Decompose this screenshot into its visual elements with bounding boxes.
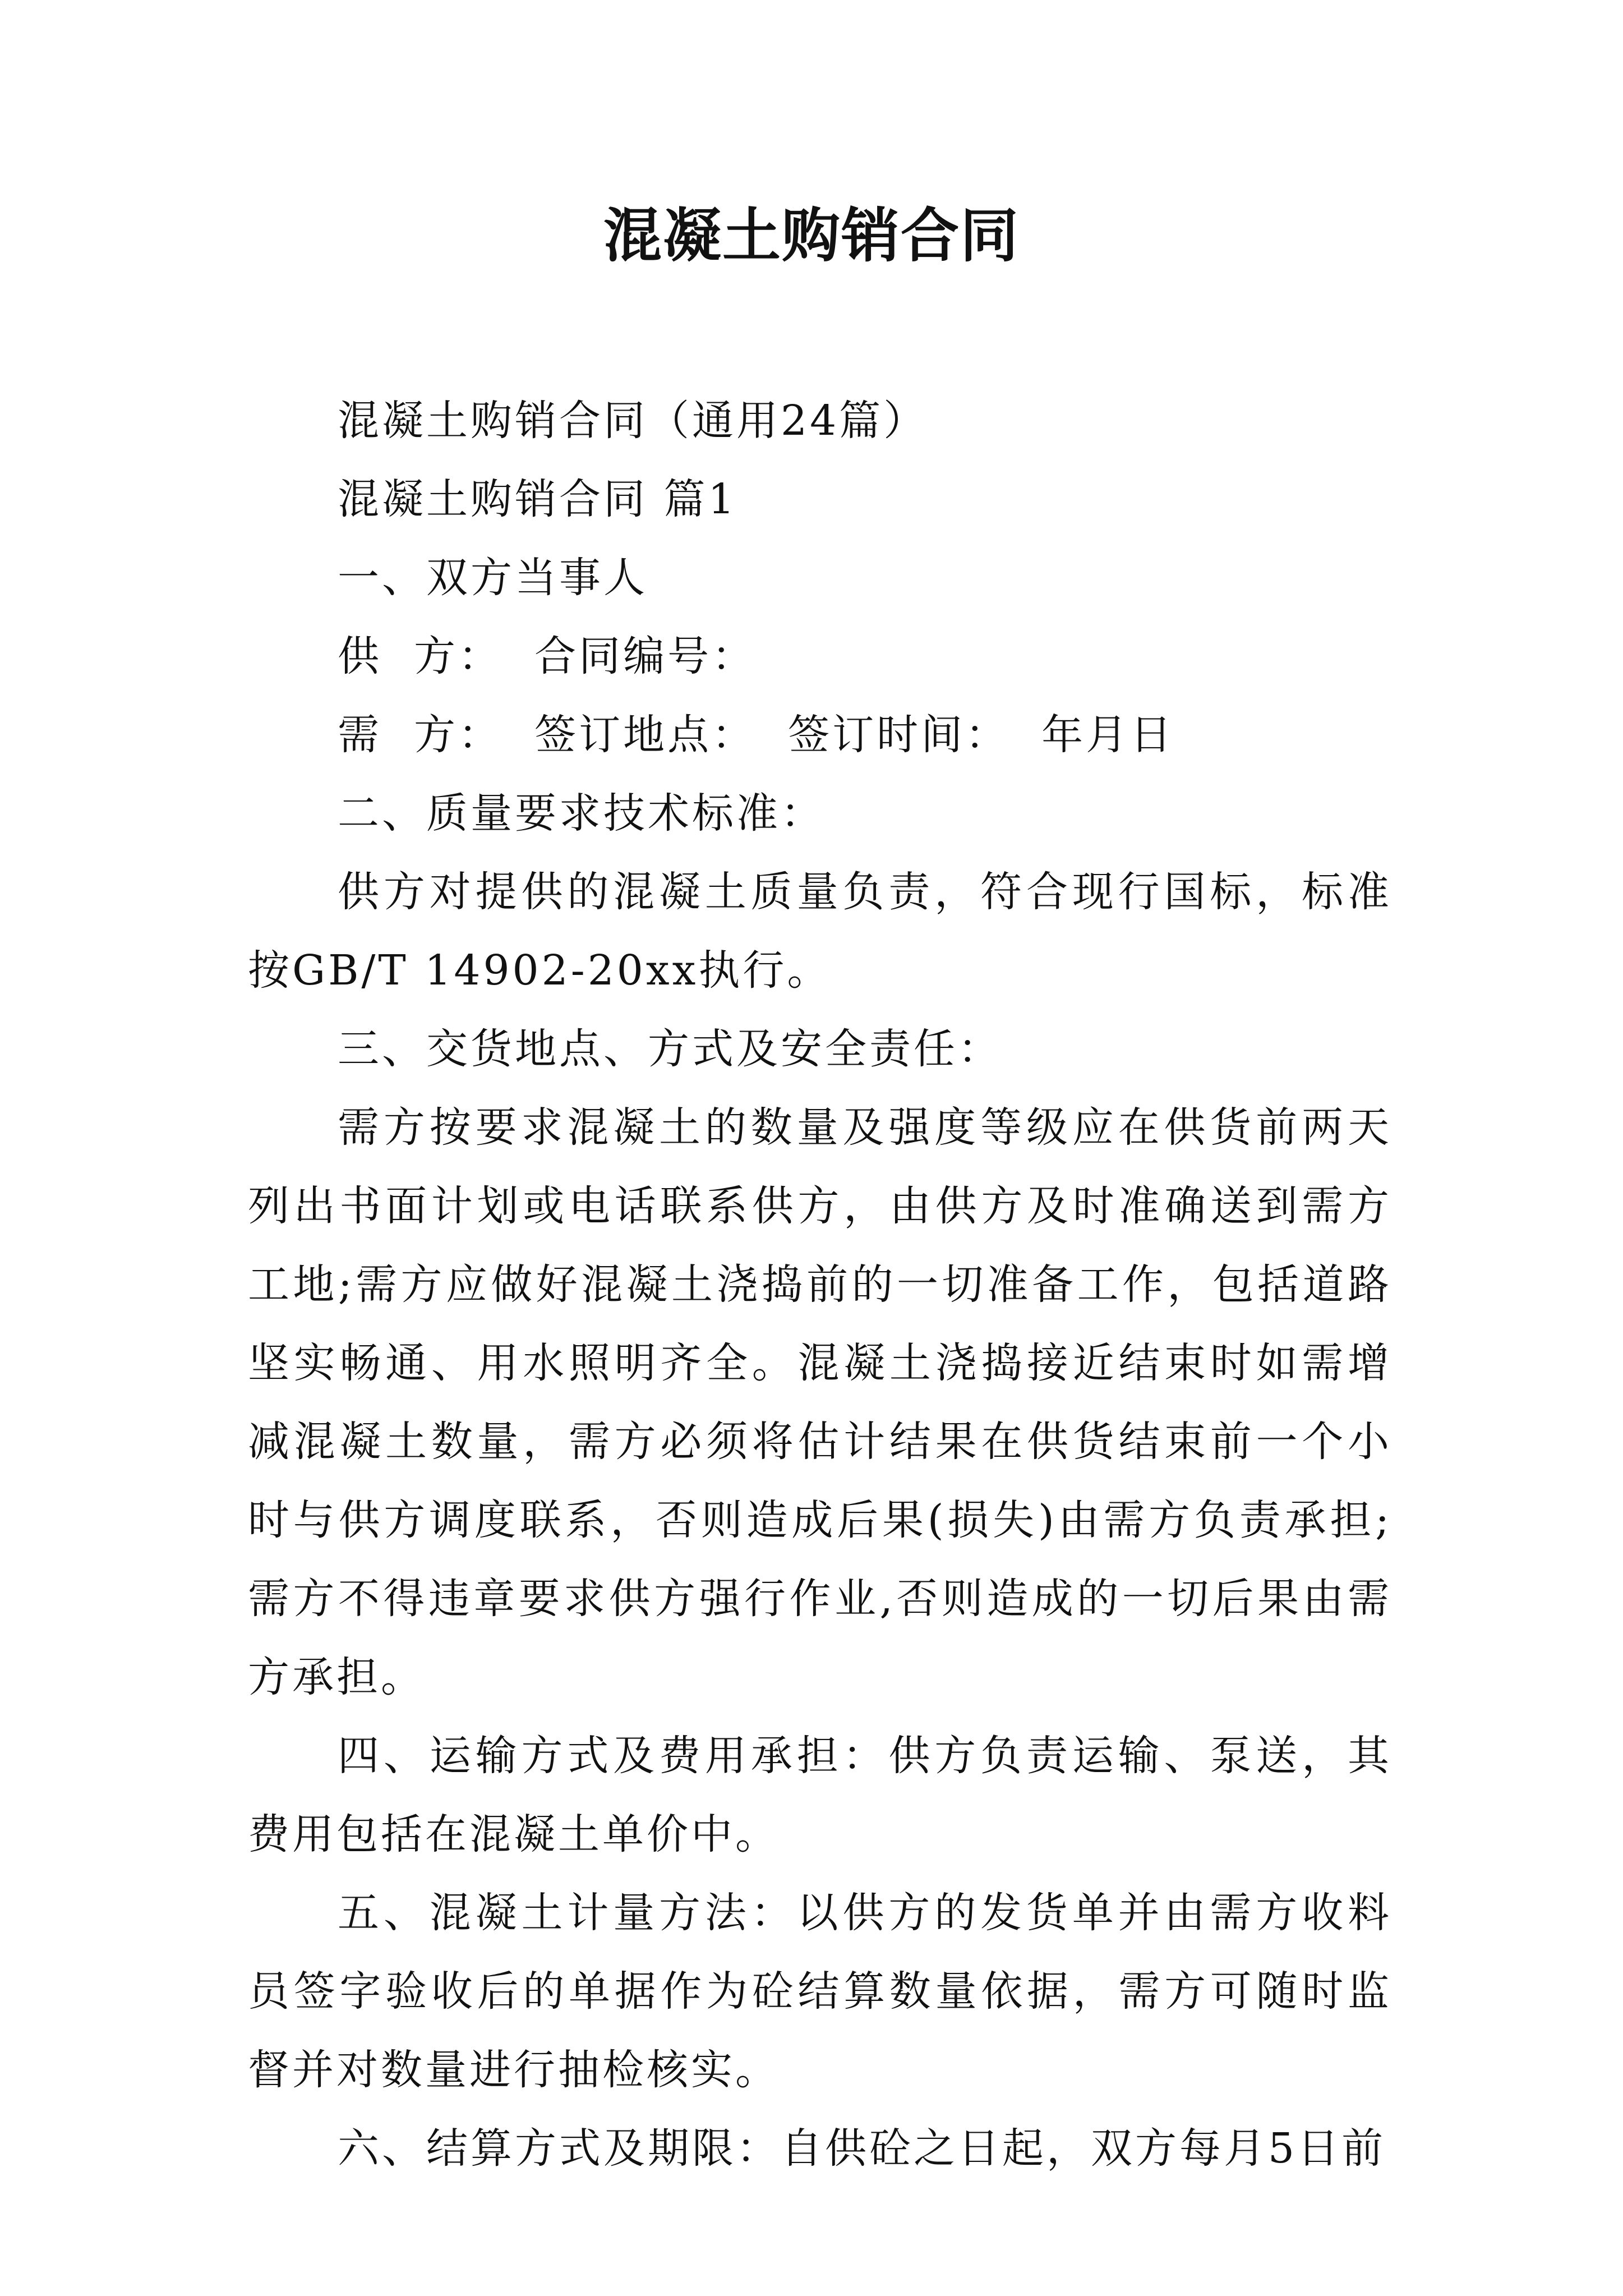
document-title: 混凝土购销合同 xyxy=(603,201,1020,270)
body-paragraph: 供方对提供的混凝土质量负责，符合现行国标，标准按GB/T 14902-20xx执行。 xyxy=(248,868,1392,995)
body-paragraph: 六、结算方式及期限：自供砼之日起，双方每月5日前 xyxy=(338,2124,1386,2173)
body-paragraph: 五、混凝土计量方法：以供方的发货单并由需方收料员签字验收后的单据作为砼结算数量依据，需方可随时监督并对数量进行抽检核实。 xyxy=(248,1889,1392,2094)
buyer-line: 需 方： 签订地点： 签订时间： 年月日 xyxy=(338,711,1175,759)
document-body xyxy=(248,381,1392,2188)
subtitle-paragraph: 混凝土购销合同（通用24篇） xyxy=(338,397,928,445)
clause-heading: 一、双方当事人 xyxy=(338,554,648,602)
clause-heading: 二、质量要求技术标准： xyxy=(338,789,825,838)
body-paragraph: 需方按要求混凝土的数量及强度等级应在供货前两天列出书面计划或电话联系供方，由供方及时准确送到需方工地;需方应做好混凝土浇捣前的一切准备工作，包括道路坚实畅通、用水照明齐全。混凝土浇捣接近结束时如需增减混凝土数量，需方必须将估计结果在供货结束前一个小时与供方调度联系，否则造成后果(损失)由需方负责承担;需方不得违章要求供方强行作业,否则造成的一切后果由需方承担。 xyxy=(248,1103,1392,1701)
body-paragraph: 四、运输方式及费用承担：供方负责运输、泵送，其费用包括在混凝土单价中。 xyxy=(248,1732,1392,1858)
section-heading: 混凝土购销合同 篇1 xyxy=(338,475,737,523)
supplier-line: 供 方： 合同编号： xyxy=(338,632,757,680)
clause-heading: 三、交货地点、方式及安全责任： xyxy=(338,1025,1002,1073)
